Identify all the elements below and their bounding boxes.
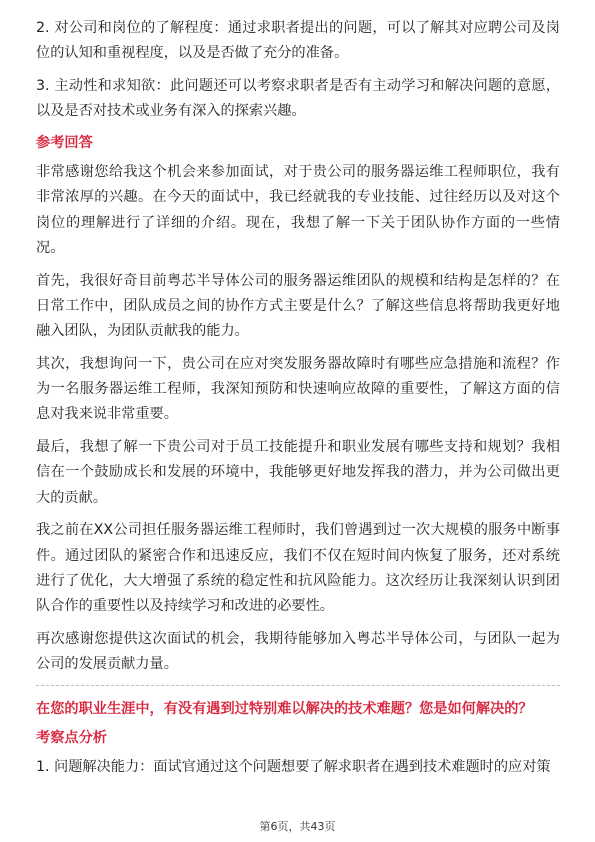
page-content (36, 16, 560, 788)
answer-heading: 参考回答 (36, 134, 93, 151)
analysis-heading: 考察点分析 (36, 729, 107, 746)
point-2-paragraph: 2. 对公司和岗位的了解程度：通过求职者提出的问题，可以了解其对应聘公司及岗位的认知和重视程度，以及是否做了充分的准备。 (36, 20, 560, 62)
answer-paragraph: 再次感谢您提供这次面试的机会，我期待能够加入粤芯半导体公司，与团队一起为公司的发展贡献力量。 (36, 630, 560, 673)
answer-paragraph: 首先，我很好奇目前粤芯半导体公司的服务器运维团队的规模和结构是怎样的？在日常工作中，团队成员之间的协作方式主要是什么？了解这些信息将帮助我更好地融入团队，为团队贡献我的能力。 (36, 272, 560, 340)
analysis-paragraph: 1. 问题解决能力：面试官通过这个问题想要了解求职者在遇到技术难题时的应对策 (36, 758, 551, 775)
answer-paragraph: 最后，我想了解一下贵公司对于员工技能提升和职业发展有哪些支持和规划？我相信在一个鼓励成长和发展的环境中，我能够更好地发挥我的潜力，并为公司做出更大的贡献。 (36, 439, 560, 506)
answer-paragraph: 其次，我想询问一下，贵公司在应对突发服务器故障时有哪些应急措施和流程？作为一名服务器运维工程师，我深知预防和快速响应故障的重要性，了解这方面的信息对我来说非常重要。 (36, 355, 560, 423)
page-footer: 第6页，共43页 (259, 820, 336, 833)
section-divider (36, 685, 560, 686)
answer-paragraph: 我之前在XX公司担任服务器运维工程师时，我们曾遇到过一次大规模的服务中断事件。通过团队的紧密合作和迅速反应，我们不仅在短时间内恢复了服务，还对系统进行了优化，大大增强了系统的稳定性和抗风险能力。这次经历让我深刻认识到团队合作的重要性以及持续学习和改进的必要性。 (36, 522, 560, 615)
point-3-paragraph: 3. 主动性和求知欲：此问题还可以考察求职者是否有主动学习和解决问题的意愿，以及是否对技术或业务有深入的探索兴趣。 (36, 77, 560, 120)
question-heading: 在您的职业生涯中，有没有遇到过特别难以解决的技术难题？您是如何解决的？ (36, 700, 533, 717)
answer-paragraph: 非常感谢您给我这个机会来参加面试，对于贵公司的服务器运维工程师职位，我有非常浓厚的兴趣。在今天的面试中，我已经就我的专业技能、过往经历以及对这个岗位的理解进行了详细的介绍。现在，我想了解一下关于团队协作方面的一些情况。 (36, 163, 560, 256)
